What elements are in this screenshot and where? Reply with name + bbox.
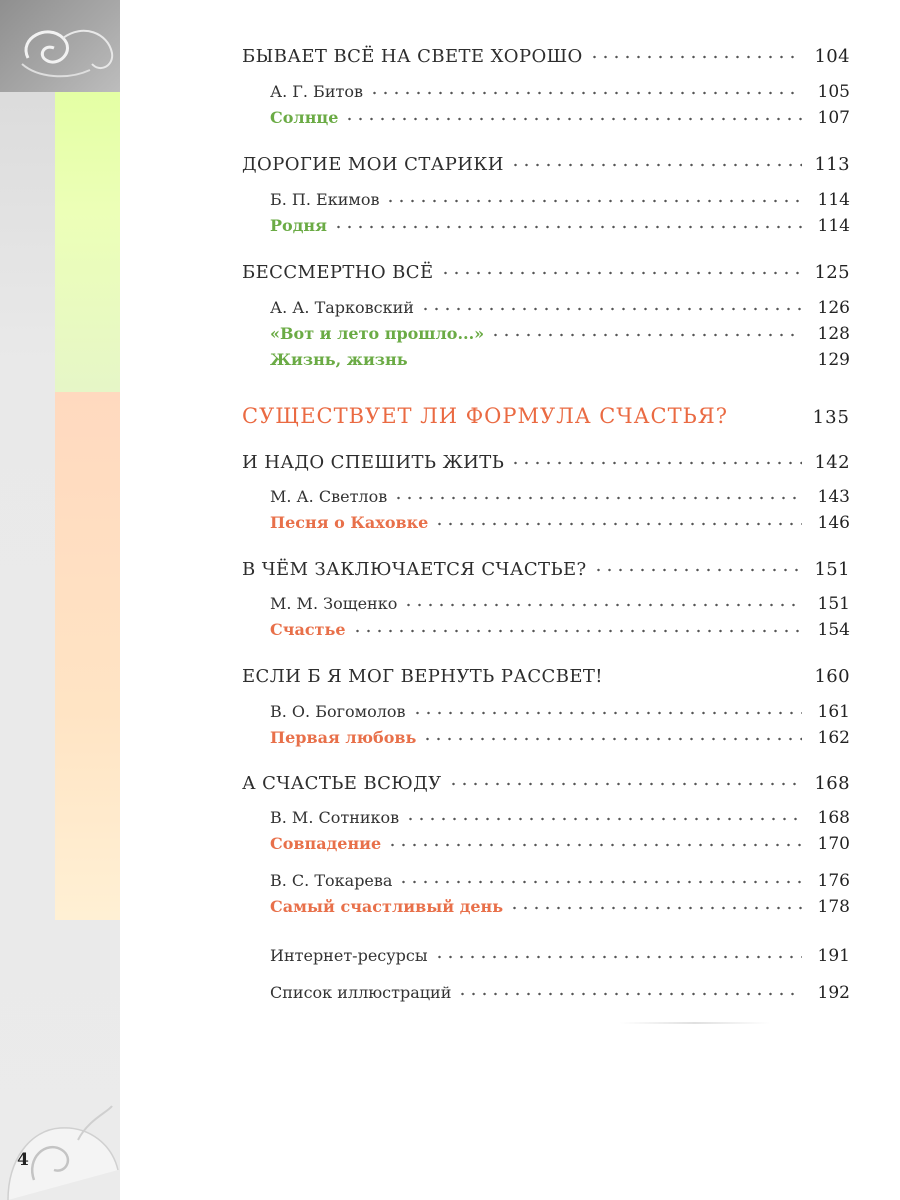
toc-entry-title: В ЧЁМ ЗАКЛЮЧАЕТСЯ СЧАСТЬЕ? (242, 559, 587, 580)
toc-entry-page: 146 (817, 513, 850, 533)
toc-entry-title: Первая любовь (270, 728, 417, 747)
dot-leader (369, 83, 802, 99)
dot-leader (434, 947, 802, 963)
toc-entry-author[interactable] (270, 870, 850, 891)
toc-entry-page: 114 (817, 216, 850, 236)
toc-entry-section[interactable] (242, 450, 850, 473)
toc-entry-page: 142 (814, 452, 850, 473)
toc-entry-author[interactable] (270, 701, 850, 722)
toc-entry-section[interactable] (242, 557, 850, 580)
toc-entry-page: 107 (817, 108, 850, 128)
toc-entry-page: 113 (814, 154, 850, 175)
toc-entry-author[interactable] (270, 297, 850, 318)
dot-leader (589, 46, 802, 64)
toc-entry-author[interactable] (270, 486, 850, 507)
toc-entry-page: 191 (817, 946, 850, 966)
toc-entry-section[interactable] (242, 771, 850, 794)
toc-entry-page: 160 (814, 666, 850, 687)
dot-leader (352, 621, 802, 637)
toc-entry-page: 161 (817, 702, 850, 722)
toc-entry-work[interactable] (270, 215, 850, 236)
toc-entry-title: А. Г. Битов (270, 82, 363, 101)
dot-leader (385, 191, 802, 207)
toc-entry-title: БЕССМЕРТНО ВСЁ (242, 262, 434, 283)
toc-entry-page: 143 (817, 487, 850, 507)
toc-part-title: СУЩЕСТВУЕТ ЛИ ФОРМУЛА СЧАСТЬЯ? (242, 404, 728, 428)
toc-entry-page: 105 (817, 82, 850, 102)
toc-entry-title: И НАДО СПЕШИТЬ ЖИТЬ (242, 452, 505, 473)
toc-entry-page: 135 (812, 407, 850, 428)
toc-entry-title: Солнце (270, 108, 339, 127)
toc-entry-page: 114 (817, 190, 850, 210)
dot-leader (403, 595, 802, 611)
toc-entry-work[interactable] (270, 619, 850, 640)
toc-entry-page: 168 (814, 773, 850, 794)
toc-entry-page: 154 (817, 620, 850, 640)
dot-leader (387, 835, 802, 851)
dot-leader (405, 809, 802, 825)
toc-entry-work[interactable] (270, 323, 850, 344)
toc-entry-page: 104 (814, 46, 850, 67)
toc-entry-part[interactable] (242, 402, 850, 428)
dot-leader (420, 299, 802, 315)
faint-divider (620, 1022, 770, 1024)
toc-entry-title: БЫВАЕТ ВСЁ НА СВЕТЕ ХОРОШО (242, 46, 583, 67)
toc-entry-page: 170 (817, 834, 850, 854)
page-number: 4 (17, 1150, 29, 1170)
toc-entry-page: 151 (814, 559, 850, 580)
toc-entry-section[interactable] (242, 260, 850, 283)
toc-entry-page: 151 (817, 594, 850, 614)
toc-entry-page: 125 (814, 262, 850, 283)
dot-leader (434, 514, 802, 530)
toc-entry-title: В. О. Богомолов (270, 702, 406, 721)
toc-entry-author[interactable] (270, 807, 850, 828)
toc-entry-section[interactable] (242, 664, 850, 687)
toc-entry-title: Счастье (270, 620, 346, 639)
toc-entry-title: Совпадение (270, 834, 382, 853)
dot-leader (509, 898, 802, 914)
toc-entry-section[interactable] (242, 152, 850, 175)
toc-entry-title: Песня о Каховке (270, 513, 429, 532)
toc-entry-title: «Вот и лето прошло...» (270, 324, 485, 343)
dot-leader (440, 262, 802, 280)
dot-leader (490, 325, 802, 341)
dot-leader (510, 452, 802, 470)
toc-entry-author[interactable] (270, 81, 850, 102)
toc-entry-title: ЕСЛИ Б Я МОГ ВЕРНУТЬ РАССВЕТ! (242, 666, 603, 687)
toc-entry-title: Интернет-ресурсы (270, 946, 428, 965)
toc-entry-title: ДОРОГИЕ МОИ СТАРИКИ (242, 154, 504, 175)
toc-entry-section[interactable] (242, 44, 850, 67)
toc-entry-title: М. М. Зощенко (270, 594, 398, 613)
toc-entry-work[interactable] (270, 833, 850, 854)
toc-entry-work[interactable] (270, 107, 850, 128)
toc-entry-appendix[interactable] (270, 945, 850, 966)
toc-entry-author[interactable] (270, 593, 850, 614)
toc-entry-title: В. С. Токарева (270, 871, 393, 890)
toc-entry-page: 168 (817, 808, 850, 828)
dot-leader (593, 559, 802, 577)
toc-entry-title: Родня (270, 216, 327, 235)
toc-entry-work[interactable] (270, 727, 850, 748)
toc-entry-page: 128 (817, 324, 850, 344)
toc-entry-work[interactable] (270, 896, 850, 917)
toc-entry-appendix[interactable] (270, 982, 850, 1003)
toc-entry-work[interactable] (270, 512, 850, 533)
dot-leader (344, 109, 802, 125)
toc-entry-title: Список иллюстраций (270, 983, 452, 1002)
toc-entry-title: А СЧАСТЬЕ ВСЮДУ (242, 773, 442, 794)
dot-leader (457, 984, 802, 1000)
toc-entry-title: Самый счастливый день (270, 897, 504, 916)
toc-entry-page: 162 (817, 728, 850, 748)
toc-entry-title: Жизнь, жизнь (270, 350, 408, 369)
dot-leader (398, 872, 802, 888)
dot-leader (333, 217, 802, 233)
dot-leader (412, 703, 802, 719)
toc-entry-page: 129 (817, 350, 850, 370)
toc-entry-title: М. А. Светлов (270, 487, 388, 506)
toc-entry-title: В. М. Сотников (270, 808, 400, 827)
dot-leader (393, 488, 802, 504)
toc-entry-work[interactable] (270, 349, 850, 370)
dot-leader (422, 729, 802, 745)
toc-entry-page: 126 (817, 298, 850, 318)
toc-entry-page: 192 (817, 983, 850, 1003)
dot-leader (448, 773, 802, 791)
toc-entry-title: Б. П. Екимов (270, 190, 380, 209)
toc-entry-page: 176 (817, 871, 850, 891)
toc-entry-page: 178 (817, 897, 850, 917)
dot-leader (510, 154, 802, 172)
toc-entry-author[interactable] (270, 189, 850, 210)
toc-entry-title: А. А. Тарковский (270, 298, 414, 317)
